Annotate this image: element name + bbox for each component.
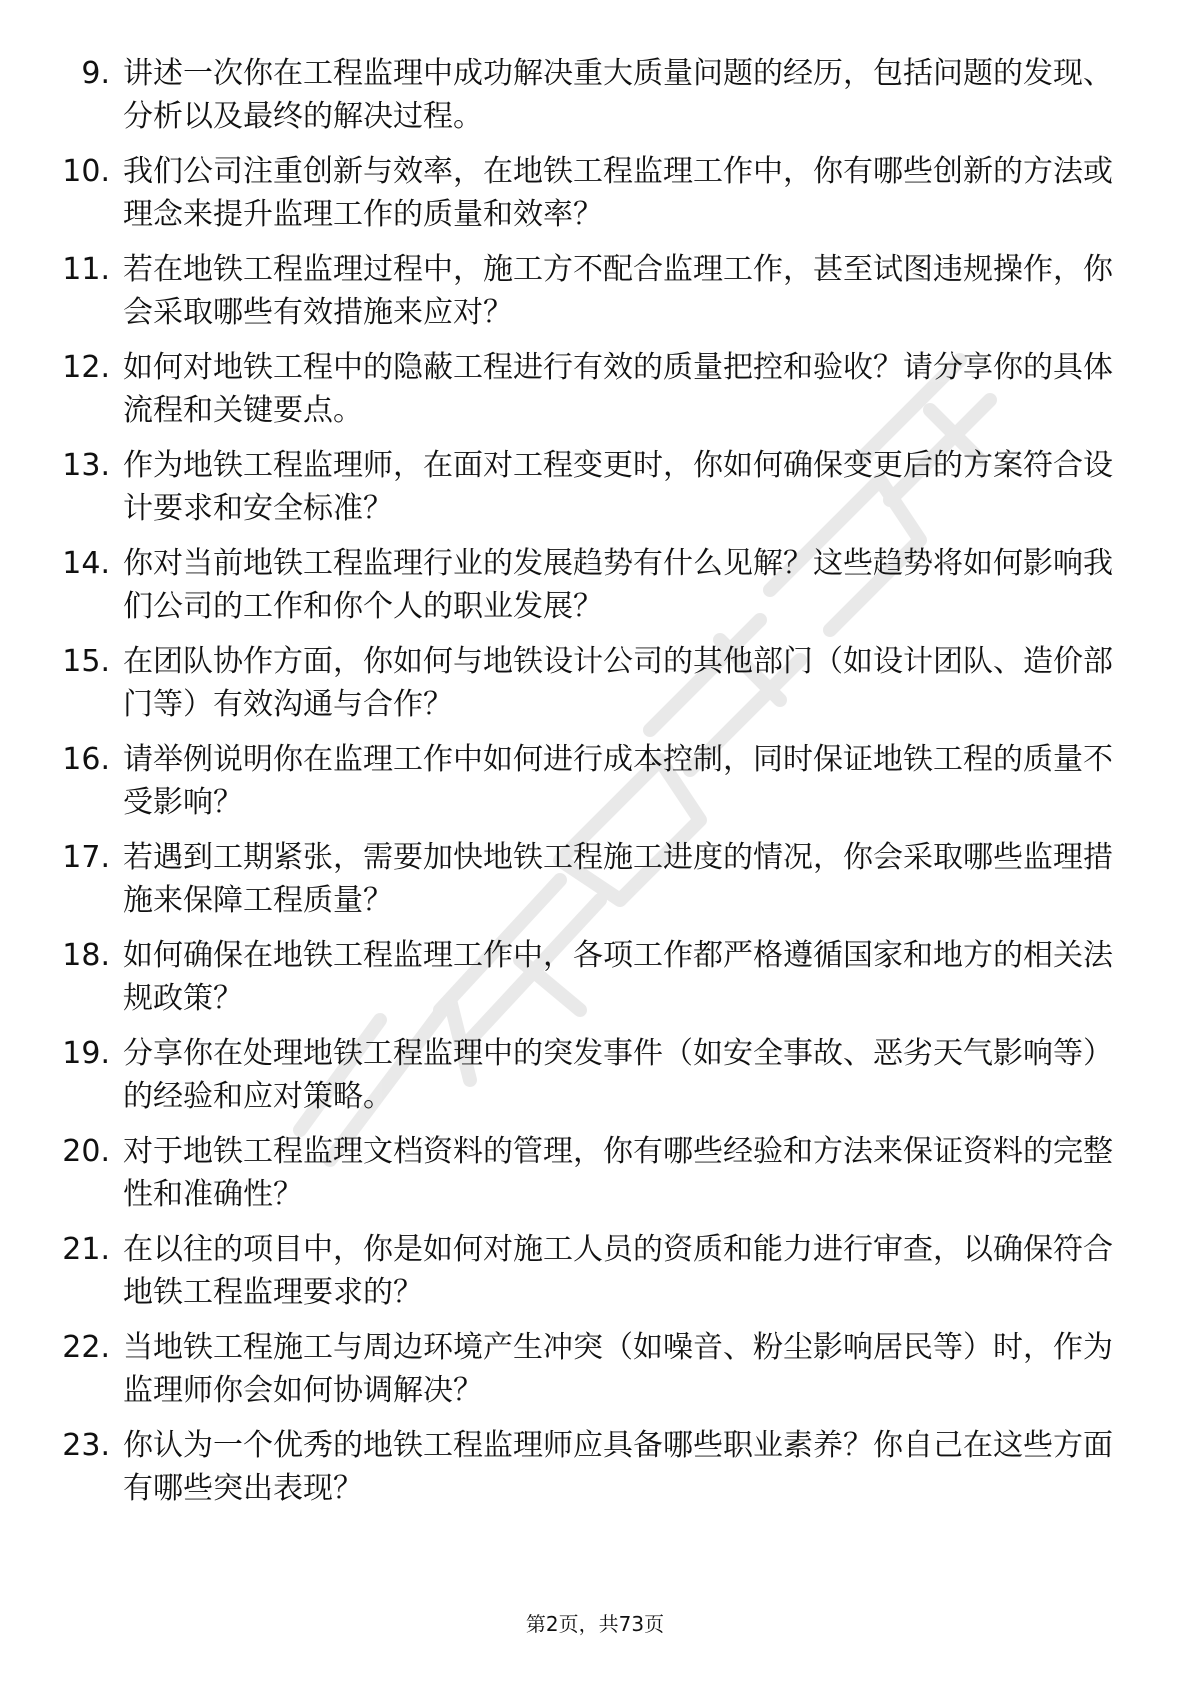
question-item	[60, 1424, 1130, 1522]
question-number: 12.	[62, 350, 110, 385]
question-item	[60, 150, 1130, 248]
question-text: 作为地铁工程监理师，在面对工程变更时，你如何确保变更后的方案符合设计要求和安全标准？	[123, 448, 1113, 526]
question-number: 13.	[62, 448, 110, 483]
question-item	[60, 248, 1130, 346]
question-number: 15.	[62, 644, 110, 679]
question-number: 21.	[62, 1232, 110, 1267]
question-text: 请举例说明你在监理工作中如何进行成本控制，同时保证地铁工程的质量不受影响？	[123, 742, 1113, 820]
question-number: 16.	[62, 742, 110, 777]
question-item	[60, 52, 1130, 150]
question-number: 22.	[62, 1330, 110, 1365]
question-text: 在以往的项目中，你是如何对施工人员的资质和能力进行审查，以确保符合地铁工程监理要求的？	[123, 1232, 1113, 1310]
question-item	[60, 444, 1130, 542]
question-item	[60, 1130, 1130, 1228]
question-number: 11.	[62, 252, 110, 287]
question-text: 在团队协作方面，你如何与地铁设计公司的其他部门（如设计团队、造价部门等）有效沟通与合作？	[123, 644, 1113, 722]
question-text: 如何对地铁工程中的隐蔽工程进行有效的质量把控和验收？请分享你的具体流程和关键要点。	[123, 350, 1113, 428]
question-list	[60, 52, 1130, 1522]
question-item	[60, 738, 1130, 836]
question-text: 当地铁工程施工与周边环境产生冲突（如噪音、粉尘影响居民等）时，作为监理师你会如何协调解决？	[123, 1330, 1113, 1408]
question-item	[60, 1228, 1130, 1326]
question-text: 若遇到工期紧张，需要加快地铁工程施工进度的情况，你会采取哪些监理措施来保障工程质量？	[123, 840, 1113, 918]
question-text: 讲述一次你在工程监理中成功解决重大质量问题的经历，包括问题的发现、分析以及最终的解决过程。	[123, 56, 1113, 134]
question-text: 我们公司注重创新与效率，在地铁工程监理工作中，你有哪些创新的方法或理念来提升监理工作的质量和效率？	[123, 154, 1113, 232]
question-item	[60, 542, 1130, 640]
question-number: 14.	[62, 546, 110, 581]
question-number: 10.	[62, 154, 110, 189]
question-text: 如何确保在地铁工程监理工作中，各项工作都严格遵循国家和地方的相关法规政策？	[123, 938, 1113, 1016]
question-text: 分享你在处理地铁工程监理中的突发事件（如安全事故、恶劣天气影响等）的经验和应对策略。	[123, 1036, 1113, 1114]
question-item	[60, 346, 1130, 444]
question-number: 19.	[62, 1036, 110, 1071]
question-text: 你对当前地铁工程监理行业的发展趋势有什么见解？这些趋势将如何影响我们公司的工作和你个人的职业发展？	[123, 546, 1113, 624]
question-number: 23.	[62, 1428, 110, 1463]
question-item	[60, 640, 1130, 738]
question-item	[60, 1326, 1130, 1424]
question-number: 17.	[62, 840, 110, 875]
question-number: 18.	[62, 938, 110, 973]
question-text: 对于地铁工程监理文档资料的管理，你有哪些经验和方法来保证资料的完整性和准确性？	[123, 1134, 1113, 1212]
question-item	[60, 836, 1130, 934]
page-footer-label: 第2页，共73页	[525, 1612, 665, 1636]
question-text: 若在地铁工程监理过程中，施工方不配合监理工作，甚至试图违规操作，你会采取哪些有效措施来应对？	[123, 252, 1113, 330]
question-text: 你认为一个优秀的地铁工程监理师应具备哪些职业素养？你自己在这些方面有哪些突出表现？	[123, 1428, 1113, 1506]
question-item	[60, 1032, 1130, 1130]
question-number: 20.	[62, 1134, 110, 1169]
question-item	[60, 934, 1130, 1032]
question-number: 9.	[81, 56, 110, 91]
